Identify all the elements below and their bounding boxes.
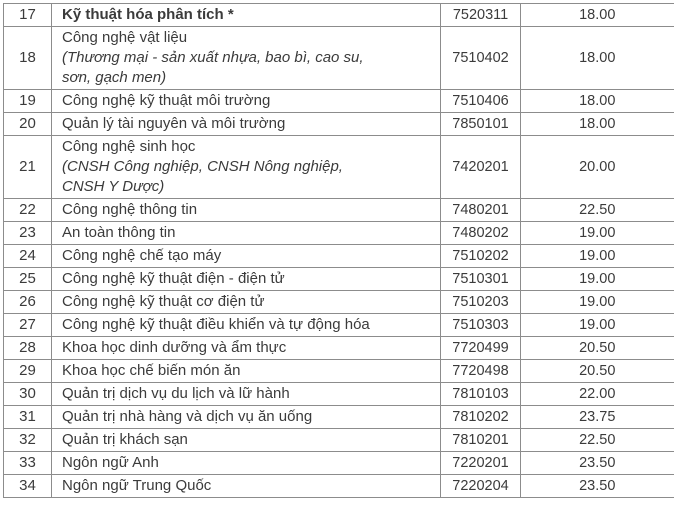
program-note-line: (Thương mại - sản xuất nhựa, bao bì, cao su, (62, 49, 364, 66)
score-cell: 22.50 (521, 199, 674, 222)
score-cell: 20.00 (521, 136, 674, 199)
row-number-cell: 27 (4, 314, 52, 337)
score-cell: 23.75 (521, 406, 674, 429)
program-name: Công nghệ vật liệu (62, 29, 188, 46)
table-row (4, 222, 674, 245)
program-code-cell: 7810202 (441, 406, 521, 429)
score-cell: 19.00 (521, 268, 674, 291)
table-row (4, 452, 674, 475)
program-name-cell (52, 27, 441, 90)
program-name-cell (52, 406, 441, 429)
score-cell: 19.00 (521, 222, 674, 245)
table-row (4, 337, 674, 360)
score-cell: 22.00 (521, 383, 674, 406)
row-number-cell: 18 (4, 27, 52, 90)
program-name: Công nghệ kỹ thuật điện - điện tử (62, 270, 285, 287)
program-name-cell (52, 222, 441, 245)
table-row (4, 268, 674, 291)
table-row (4, 4, 674, 27)
program-name-cell (52, 113, 441, 136)
program-name-cell (52, 90, 441, 113)
row-number-cell: 25 (4, 268, 52, 291)
program-name: Ngôn ngữ Trung Quốc (62, 477, 212, 494)
program-name: Quản trị khách sạn (62, 431, 188, 448)
row-number-cell: 33 (4, 452, 52, 475)
program-code-cell: 7510301 (441, 268, 521, 291)
score-cell: 23.50 (521, 452, 674, 475)
program-name: Quản lý tài nguyên và môi trường (62, 115, 286, 132)
row-number-cell: 17 (4, 4, 52, 27)
program-name: Công nghệ kỹ thuật cơ điện tử (62, 293, 265, 310)
program-name-cell (52, 245, 441, 268)
program-name-cell (52, 429, 441, 452)
table-row (4, 291, 674, 314)
program-code-cell: 7720499 (441, 337, 521, 360)
program-name: Ngôn ngữ Anh (62, 454, 159, 471)
program-name-cell (52, 337, 441, 360)
table-row (4, 360, 674, 383)
program-name: Công nghệ kỹ thuật điều khiển và tự động hóa (62, 316, 370, 333)
program-code-cell: 7810201 (441, 429, 521, 452)
program-name: Khoa học chế biến món ăn (62, 362, 241, 379)
program-note-line: sơn, gạch men) (62, 69, 167, 86)
row-number-cell: 23 (4, 222, 52, 245)
score-cell: 19.00 (521, 314, 674, 337)
row-number-cell: 21 (4, 136, 52, 199)
admission-scores-table (3, 3, 674, 498)
program-code-cell: 7850101 (441, 113, 521, 136)
table-row (4, 314, 674, 337)
program-name-cell (52, 268, 441, 291)
program-code-cell: 7510402 (441, 27, 521, 90)
row-number-cell: 32 (4, 429, 52, 452)
program-code-cell: 7420201 (441, 136, 521, 199)
row-number-cell: 34 (4, 475, 52, 498)
score-cell: 23.50 (521, 475, 674, 498)
program-name: Quản trị nhà hàng và dịch vụ ăn uống (62, 408, 313, 425)
program-name: Quản trị dịch vụ du lịch và lữ hành (62, 385, 290, 402)
program-name-cell (52, 452, 441, 475)
program-note-line: (CNSH Công nghiệp, CNSH Nông nghiệp, (62, 158, 343, 175)
program-name: Công nghệ thông tin (62, 201, 198, 218)
program-name-cell (52, 475, 441, 498)
row-number-cell: 30 (4, 383, 52, 406)
program-name-cell (52, 199, 441, 222)
table-row (4, 429, 674, 452)
score-cell: 20.50 (521, 337, 674, 360)
score-cell: 20.50 (521, 360, 674, 383)
score-cell: 19.00 (521, 245, 674, 268)
table-row (4, 90, 674, 113)
score-cell: 18.00 (521, 113, 674, 136)
table-row (4, 199, 674, 222)
row-number-cell: 20 (4, 113, 52, 136)
program-name: Công nghệ chế tạo máy (62, 247, 222, 264)
score-cell: 19.00 (521, 291, 674, 314)
table-row (4, 406, 674, 429)
program-code-cell: 7220204 (441, 475, 521, 498)
score-cell: 18.00 (521, 27, 674, 90)
program-code-cell: 7510303 (441, 314, 521, 337)
program-name-cell (52, 291, 441, 314)
program-name: Công nghệ kỹ thuật môi trường (62, 92, 271, 109)
table-row (4, 475, 674, 498)
program-code-cell: 7720498 (441, 360, 521, 383)
program-name: Công nghệ sinh học (62, 138, 196, 155)
table-row (4, 136, 674, 199)
program-code-cell: 7480202 (441, 222, 521, 245)
program-code-cell: 7810103 (441, 383, 521, 406)
row-number-cell: 24 (4, 245, 52, 268)
table-row (4, 383, 674, 406)
score-cell: 18.00 (521, 4, 674, 27)
program-name: Khoa học dinh dưỡng và ẩm thực (62, 339, 287, 356)
row-number-cell: 22 (4, 199, 52, 222)
program-name-cell (52, 383, 441, 406)
program-name-cell (52, 314, 441, 337)
program-code-cell: 7510406 (441, 90, 521, 113)
program-code-cell: 7510202 (441, 245, 521, 268)
program-code-cell: 7480201 (441, 199, 521, 222)
table-row (4, 27, 674, 90)
row-number-cell: 29 (4, 360, 52, 383)
row-number-cell: 19 (4, 90, 52, 113)
row-number-cell: 31 (4, 406, 52, 429)
table-row (4, 113, 674, 136)
program-code-cell: 7520311 (441, 4, 521, 27)
row-number-cell: 26 (4, 291, 52, 314)
score-cell: 22.50 (521, 429, 674, 452)
row-number-cell: 28 (4, 337, 52, 360)
program-code-cell: 7220201 (441, 452, 521, 475)
table-row (4, 245, 674, 268)
program-name-cell (52, 136, 441, 199)
program-note-line: CNSH Y Dược) (62, 178, 165, 195)
program-code-cell: 7510203 (441, 291, 521, 314)
score-cell: 18.00 (521, 90, 674, 113)
program-name-cell (52, 4, 441, 27)
program-name: Kỹ thuật hóa phân tích * (62, 6, 234, 23)
program-name-cell (52, 360, 441, 383)
program-name: An toàn thông tin (62, 224, 176, 241)
